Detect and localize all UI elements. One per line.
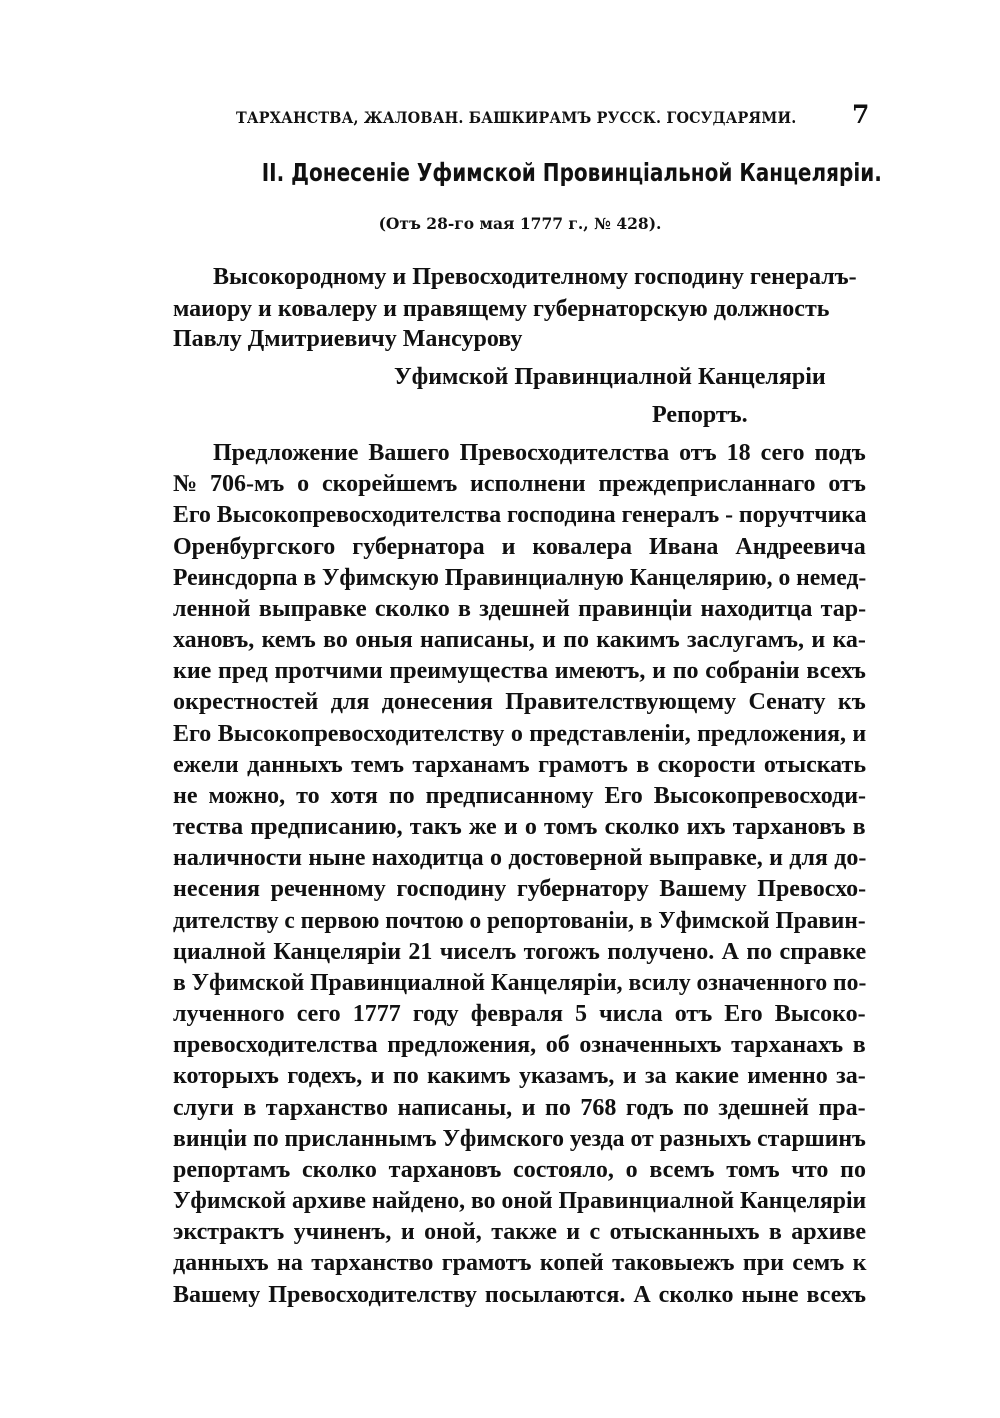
text-line: винціи по присланнымъ Уфимского уезда от разныхъ старшинъ [173, 1126, 866, 1152]
text-line: Предложение Вашего Превосходителства отъ 18 сего подъ [213, 440, 866, 466]
text-line: несения реченному господину губернатору Вашему Превосхо- [173, 876, 867, 902]
text-line: кие пред протчими преимущества имеютъ, и по собраніи всехъ [173, 658, 866, 684]
page-number: 7 [852, 100, 870, 129]
text-line: которыхъ годехъ, и по какимъ указамъ, и за какие именно за- [173, 1063, 866, 1089]
text-line: наличности ныне находитца о достоверной выправке, и для до- [173, 845, 867, 871]
text-line: экстрактъ учиненъ, и оной, также и с отысканныхъ в архиве [173, 1219, 867, 1245]
sender-line: Уфимской Правинциалной Канцеляріи [394, 364, 826, 390]
text-line: в Уфимской Правинциалной Канцеляріи, всилу означенного по- [173, 970, 867, 996]
address-line: Павлу Дмитриевичу Мансурову [173, 326, 523, 352]
text-line: лученного сего 1777 году февраля 5 числа отъ Его Высоко- [173, 1001, 866, 1027]
text-line: Реинсдорпа в Уфимскую Правинциалную Канцелярию, о немед- [173, 565, 867, 591]
text-line: репортамъ сколко тархановъ состояло, о всемъ томъ что по [173, 1157, 866, 1183]
text-line: дителству с первою почтою о репортованіи, в Уфимской Правин- [173, 908, 866, 934]
text-line: ленной выправке сколко в здешней правинціи находитца тар- [173, 596, 867, 622]
text-line: Оренбургского губернатора и ковалера Ивана Андреевича [173, 534, 866, 560]
text-line: превосходителства предложения, об означенныхъ тарханахъ в [173, 1032, 866, 1058]
text-line: циалной Канцеляріи 21 чиселъ тогожъ получено. А по справке [173, 939, 867, 965]
text-line: не можно, то хотя по предписанному Его Высокопревосходи- [173, 783, 867, 809]
text-line: ежели данныхъ темъ тарханамъ грамотъ в скорости отыскать [173, 752, 867, 778]
address-line: Высокородному и Превосходителному господину генералъ- [213, 264, 857, 290]
running-header: ТАРХАНСТВА, ЖАЛОВАН. БАШКИРАМЪ РУССК. ГОСУДАРЯМИ. [236, 108, 797, 127]
text-line: хановъ, кемъ во оныя написаны, и по какимъ заслугамъ, и ка- [173, 627, 866, 653]
document-title: II. Донесеніе Уфимской Провинціальной Канцеляріи. [261, 158, 882, 187]
text-line: Его Высокопревосходителства господина генералъ - поручтчика [173, 502, 867, 528]
text-line: данныхъ на тарханство грамотъ копей таковыежъ при семъ к [173, 1250, 867, 1276]
report-label: Репортъ. [652, 402, 748, 428]
document-date: (Отъ 28-го мая 1777 г., № 428). [378, 214, 662, 233]
address-line: маиору и ковалеру и правящему губернаторскую должность [173, 296, 830, 322]
text-line: тества предписанию, такъ же и о томъ сколко ихъ тархановъ в [173, 814, 866, 840]
text-line: Его Высокопревосходителству о представленіи, предложения, и [173, 721, 867, 747]
text-line: окрестностей для донесения Правителствующему Сенату къ [173, 689, 866, 715]
text-line: № 706-мъ о скорейшемъ исполнени преждеприсланнаго отъ [173, 471, 866, 497]
text-line: слуги в тарханство написаны, и по 768 годъ по здешней пра- [173, 1095, 866, 1121]
text-line: Вашему Превосходителству посылаются. А сколко ныне всехъ [173, 1282, 866, 1308]
text-line: Уфимской архиве найдено, во оной Правинциалной Канцеляріи [173, 1188, 867, 1214]
